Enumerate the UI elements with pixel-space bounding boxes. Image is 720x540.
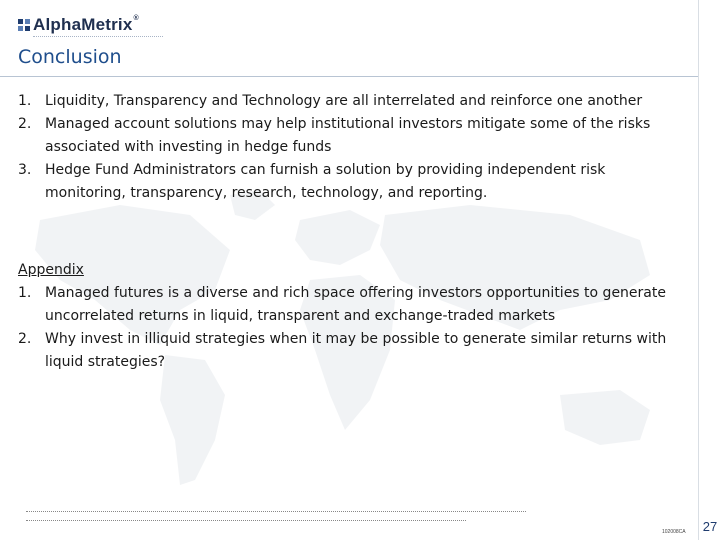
appendix-heading: Appendix	[18, 262, 84, 278]
list-item-text: Managed futures is a diverse and rich space offering investors opportunities to generate uncorrelated returns in liquid, transparent and exchange-traded markets	[45, 285, 666, 324]
list-item	[18, 90, 678, 113]
list-item	[18, 282, 678, 328]
conclusion-list	[18, 90, 678, 205]
logo-tagline-rule	[33, 36, 163, 39]
list-number: 2.	[18, 331, 32, 347]
logo-mark-icon	[18, 19, 30, 31]
right-side-band	[698, 0, 720, 540]
disclaimer-text	[26, 508, 666, 529]
list-item-text: Hedge Fund Administrators can furnish a solution by providing independent risk monitoring, transparency, research, technology, and reporting.	[45, 162, 606, 201]
page-number: 27	[702, 519, 718, 534]
list-number: 3.	[18, 162, 32, 178]
list-number: 1.	[18, 285, 32, 301]
list-item-text: Liquidity, Transparency and Technology are all interrelated and reinforce one another	[45, 93, 643, 109]
list-item	[18, 113, 678, 159]
right-band-divider	[698, 0, 699, 540]
document-code: 102008CA	[662, 529, 686, 535]
list-item	[18, 159, 678, 205]
slide-title: Conclusion	[18, 46, 122, 68]
list-number: 2.	[18, 116, 32, 132]
title-divider	[0, 76, 698, 77]
list-item	[18, 328, 678, 374]
list-number: 1.	[18, 93, 32, 109]
appendix-list	[18, 282, 678, 374]
list-item-text: Managed account solutions may help institutional investors mitigate some of the risks associated with investing in hedge funds	[45, 116, 651, 155]
logo-wordmark: AlphaMetrix®	[33, 15, 139, 34]
list-item-text: Why invest in illiquid strategies when it may be possible to generate similar returns with liquid strategies?	[45, 331, 667, 370]
